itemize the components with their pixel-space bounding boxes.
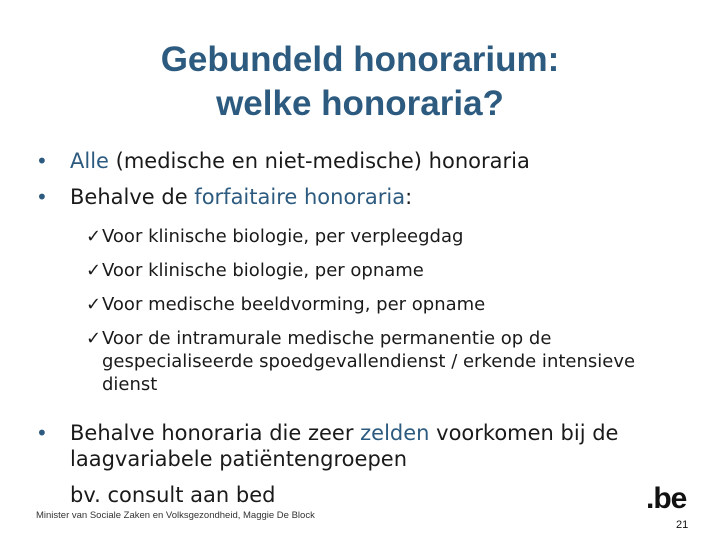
bullet-dot-icon: • (36, 149, 48, 173)
checkmark-icon: ✓ (86, 260, 102, 281)
bullet-accent: forfaitaire honoraria (194, 185, 406, 209)
checkmark-icon: ✓ (86, 226, 102, 247)
sub-item-text: Voor klinische biologie, per verpleegdag (102, 226, 464, 247)
bullet-accent: zelden (360, 421, 430, 445)
bullet-before: Behalve de (70, 185, 195, 209)
page-number: 21 (676, 519, 689, 531)
checkmark-icon: ✓ (86, 294, 102, 315)
bullet-dot-icon: • (36, 185, 48, 209)
be-logo: .be (646, 482, 687, 515)
bullet-text (70, 184, 412, 210)
title-line-1: Gebundeld honorarium: (160, 40, 560, 79)
bullet-dot-icon: • (36, 421, 48, 445)
sub-item-text: Voor medische beeldvorming, per opname (102, 294, 486, 315)
bullet-text (70, 420, 700, 472)
bullet-example: bv. consult aan bed (70, 483, 276, 507)
sub-item-text: Voor klinische biologie, per opname (102, 260, 424, 281)
bullet-after: : (405, 185, 413, 209)
sub-item-text: Voor de intramurale medische permanentie op de gespecialiseerde spoedgevallendienst / erkende intensieve dienst (102, 328, 636, 395)
footer-text: Minister van Sociale Zaken en Volksgezondheid, Maggie De Block (36, 510, 315, 521)
bullet-before: Behalve honoraria die zeer (70, 421, 361, 445)
bullet-accent: Alle (70, 149, 109, 173)
slide-title (60, 38, 660, 126)
bullet-text (70, 148, 530, 174)
checkmark-icon: ✓ (86, 328, 102, 349)
title-line-2: welke honoraria? (216, 84, 504, 123)
bullet-rest: (medische en niet-medische) honoraria (108, 149, 530, 173)
bullet-after: voorkomen bij de laagvariabele patiëntengroepen (70, 421, 619, 471)
